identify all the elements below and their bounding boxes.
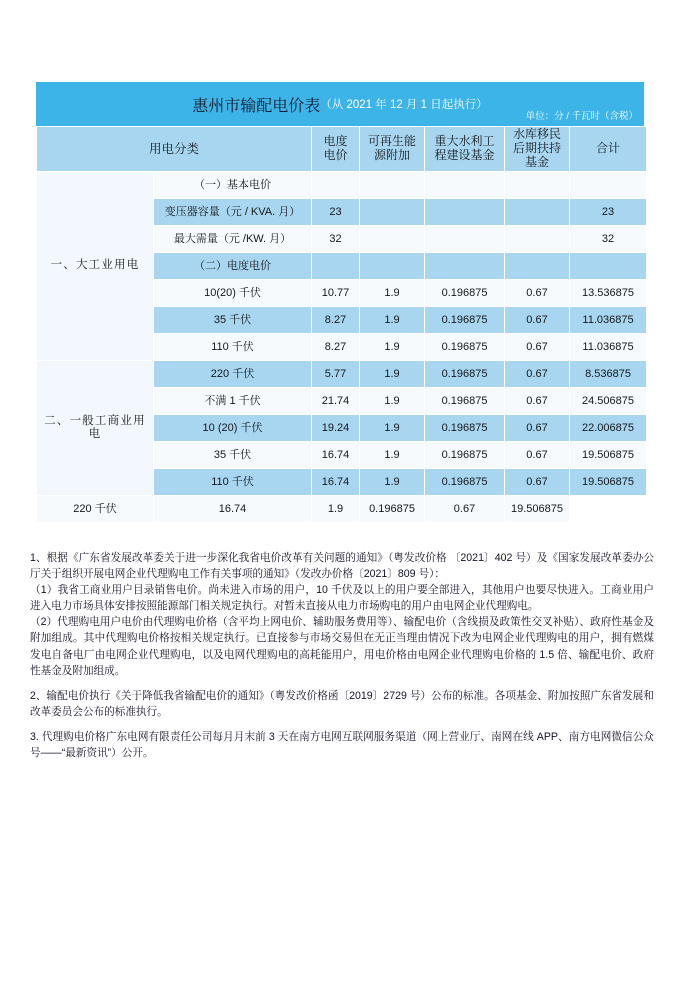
value-cell [360,253,424,279]
value-cell: 0.67 [505,388,569,414]
value-cell [360,226,424,252]
category-cell: 一、大工业用电 [37,172,153,360]
value-cell [360,172,424,198]
footnote-3-text: 3. 代理购电价格广东电网有限责任公司每月月末前 3 天在南方电网互联网服务渠道（网上营业厅、南网在线 APP、南方电网微信公众号——“最新资讯”）公开。 [30,730,654,760]
electricity-price-table [36,126,647,523]
table-row [37,172,646,198]
total-cell: 24.506875 [570,388,646,414]
value-cell: 0.196875 [425,388,504,414]
column-header-reservoir-resettlement-fund-line2: 后期扶持 [513,141,562,156]
footnote-1-item-a: （1）我省工商业用户目录销售电价。尚未进入市场的用户，10 千伏及以上的用户要全部进入，其他用户也要尽快进入。工商业用户进入电力市场具体安排按照能源部门相关规定执行。对暂未直接从电力市场购电的用户由电网企业代理购电。 [30,584,654,613]
table-unit-note: 单位：分 / 千瓦时（含税） [525,111,638,122]
value-cell: 0.196875 [425,361,504,387]
value-cell: 1.9 [360,388,424,414]
value-cell: 0.67 [505,442,569,468]
value-cell: 0.196875 [360,496,424,522]
total-cell: 19.506875 [570,469,646,495]
total-cell [570,253,646,279]
subcategory-cell: 变压器容量（元 / KVA. 月） [154,199,311,225]
value-cell [312,253,359,279]
value-cell: 1.9 [312,496,359,522]
value-cell: 0.67 [505,469,569,495]
subcategory-cell: 10(20) 千伏 [154,280,311,306]
footnote-2 [30,688,654,720]
footnote-1-head: 1、根据《广东省发展改革委关于进一步深化我省电价改革有关问题的通知》（粤发改价格 〔2021〕402 号）及《国家发展改革委办公厅关于组织开展电网企业代理购电工作有关事项的通知》（发改办价格〔2021〕809 号）： [30,552,654,581]
total-cell [570,172,646,198]
value-cell: 16.74 [154,496,311,522]
value-cell: 16.74 [312,469,359,495]
subcategory-cell: 最大需量（元 /KW. 月） [154,226,311,252]
table-title-sub: （从 2021 年 12 月 1 日起执行） [320,99,488,111]
value-cell: 32 [312,226,359,252]
subcategory-cell: 不满 1 千伏 [154,388,311,414]
value-cell: 23 [312,199,359,225]
total-cell: 8.536875 [570,361,646,387]
table-title-main: 惠州市输配电价表 [192,97,321,115]
column-header-water-project-fund-line1: 重大水利工 [434,134,495,149]
column-header-energy-price-line2: 电价 [323,148,348,162]
value-cell [425,226,504,252]
footnote-3 [30,729,654,761]
value-cell: 0.196875 [425,442,504,468]
value-cell: 0.67 [505,307,569,333]
value-cell: 1.9 [360,280,424,306]
value-cell [312,172,359,198]
value-cell: 0.67 [505,361,569,387]
column-header-reservoir-resettlement-fund-line3: 基金 [525,154,550,169]
column-header-energy-price [312,127,359,171]
table-row [37,496,646,522]
column-header-renewable-surcharge-line2: 源附加 [374,148,411,162]
footnote-1-item-b: （2）代理购电用户电价由代理购电价格（含平均上网电价、辅助服务费用等）、输配电价（含线损及政策性交叉补贴）、政府性基金及附加组成。其中代理购电价格按相关规定执行。已直接参与市场交易但在无正当理由情况下改为电网企业代理购电的用户，拥有燃煤发电自备电厂由电网企业代理购电，以及电网代理购电的高耗能用户，用电价格由电网企业代理购电价格的 1.5 倍、输配电价、政府性基金及附加组成。 [30,616,654,677]
table-header [37,127,646,171]
subcategory-cell: （二）电度电价 [154,253,311,279]
total-cell: 11.036875 [570,334,646,360]
value-cell: 0.196875 [425,415,504,441]
value-cell: 0.196875 [425,280,504,306]
total-cell: 32 [570,226,646,252]
value-cell: 8.27 [312,307,359,333]
footnote-2-text: 2、输配电价执行《关于降低我省输配电价的通知》（粤发改价格函〔2019〕2729 号）公布的标准。各项基金、附加按照广东省发展和改革委员会公布的标准执行。 [30,689,654,718]
value-cell [425,253,504,279]
subcategory-cell: 110 千伏 [154,469,311,495]
value-cell: 0.67 [425,496,504,522]
value-cell: 1.9 [360,334,424,360]
subcategory-cell: 110 千伏 [154,334,311,360]
total-cell: 11.036875 [570,307,646,333]
subcategory-cell: 10 (20) 千伏 [154,415,311,441]
value-cell: 1.9 [360,469,424,495]
column-header-water-project-fund-line2: 程建设基金 [434,148,495,162]
table-title-bar [36,82,644,126]
value-cell [505,253,569,279]
column-header-classification: 用电分类 [37,127,311,171]
value-cell [360,199,424,225]
footnote-1 [30,550,654,679]
total-cell: 19.506875 [570,442,646,468]
subcategory-cell: 220 千伏 [154,361,311,387]
value-cell: 0.67 [505,334,569,360]
subcategory-cell: 35 千伏 [154,307,311,333]
subcategory-cell: 35 千伏 [154,442,311,468]
column-header-reservoir-resettlement-fund-line1: 水库移民 [513,127,562,142]
footnotes [30,550,654,770]
value-cell: 8.27 [312,334,359,360]
value-cell: 16.74 [312,442,359,468]
value-cell: 10.77 [312,280,359,306]
total-cell: 22.006875 [570,415,646,441]
value-cell: 0.196875 [425,334,504,360]
value-cell: 1.9 [360,307,424,333]
value-cell [425,199,504,225]
column-header-renewable-surcharge [360,127,424,171]
total-cell: 19.506875 [505,496,569,522]
column-header-renewable-surcharge-line1: 可再生能 [368,134,417,149]
value-cell [505,172,569,198]
value-cell: 1.9 [360,361,424,387]
subcategory-cell: 220 千伏 [37,496,153,522]
value-cell: 0.196875 [425,307,504,333]
subcategory-cell: （一）基本电价 [154,172,311,198]
value-cell: 1.9 [360,442,424,468]
total-cell: 23 [570,199,646,225]
value-cell [505,226,569,252]
value-cell: 0.67 [505,280,569,306]
value-cell: 21.74 [312,388,359,414]
value-cell [425,172,504,198]
column-header-energy-price-line1: 电度 [323,134,348,149]
column-header-water-project-fund [425,127,504,171]
total-cell: 13.536875 [570,280,646,306]
value-cell: 0.196875 [425,469,504,495]
table-header-row [37,127,646,171]
table-row [37,361,646,387]
column-header-total: 合计 [570,127,646,171]
category-cell: 二、一般工商业用电 [37,361,153,495]
value-cell: 1.9 [360,415,424,441]
value-cell [505,199,569,225]
price-table-container [36,82,644,523]
value-cell: 5.77 [312,361,359,387]
column-header-reservoir-resettlement-fund [505,127,569,171]
table-body [37,172,646,522]
value-cell: 19.24 [312,415,359,441]
value-cell: 0.67 [505,415,569,441]
